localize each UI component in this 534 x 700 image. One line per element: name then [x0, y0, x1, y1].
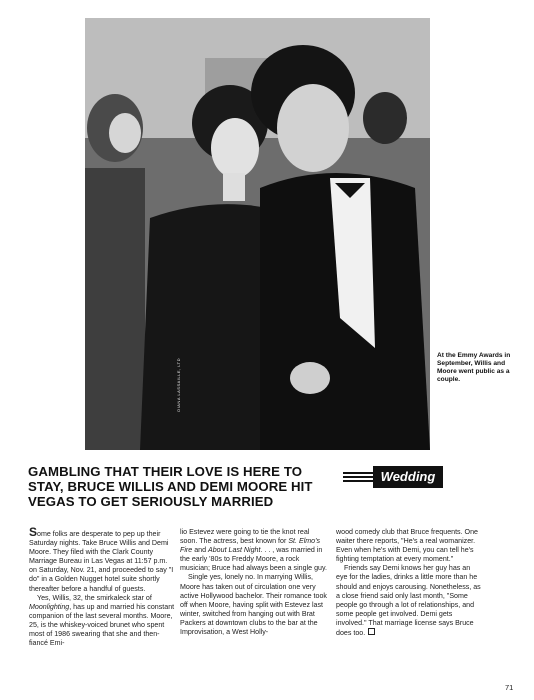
paragraph: Yes, Willis, 32, the smirkaleck star of Moonlighting, has up and married his constant companion of the last several months. Moore, 25, is the whiskey-voiced brunet who spent most of 1986 swearing that she and then-fiancé Emi-: [29, 593, 175, 648]
article-column-3: [336, 528, 483, 638]
drop-cap: S: [29, 525, 38, 539]
section-rubric: [343, 466, 443, 488]
paragraph: lio Estevez were going to tie the knot real soon. The actress, best known for St. Elmo's Fire and About Last Night. . . , was married in the early '80s to Freddy Moore, a rock musician; Bruce had always been a single guy.: [180, 528, 327, 573]
article-column-2: [180, 528, 327, 637]
paragraph: wood comedy club that Bruce frequents. One waiter there reports, "He's a real womanizer. Even when he's with Demi, you can tell he's fighting temptation at every moment.": [336, 528, 478, 564]
article-column-1: [29, 525, 176, 648]
rubric-label: Wedding: [373, 466, 443, 488]
photo-illustration: [85, 18, 430, 450]
page-number: 71: [505, 683, 514, 692]
end-mark-icon: [368, 628, 375, 635]
paragraph: Single yes, lonely no. In marrying Willis, Moore has taken out of circulation one very active Hollywood bachelor. Their romance took off when Moore, having split with Estevez last winter, switched from hanging out with Brat Packers at downtown clubs to the bar at the Improvisation, a West Holly-: [180, 573, 327, 637]
paragraph: Friends say Demi knows her guy has an eye for the ladies, drinks a little more than he should and enjoys carousing. Nonetheless, as a close friend said only last month, "Some people go through a lot of relationships, and some people get involved. Demi gets involved." That marriage license says Bruce does too.: [336, 564, 481, 638]
paragraph: Some folks are desperate to pep up their Saturday nights. Take Bruce Willis and Demi Moore. They filed with the Clark County Marriage Bureau in Las Vegas at 11:57 p.m. on Saturday, Nov. 21, and proceeded to say "I do" in a Golden Nugget hotel suite shortly thereafter before a handful of guests.: [29, 525, 174, 593]
couple-photo: [85, 18, 430, 450]
photo-credit: DIANA LASSAILLE, LTD: [176, 358, 181, 412]
photo-caption: At the Emmy Awards in September, Willis and Moore went public as a couple.: [437, 352, 511, 383]
article-headline: GAMBLING THAT THEIR LOVE IS HERE TO STAY, BRUCE WILLIS AND DEMI MOORE HIT VEGAS TO GET SERIOUSLY MARRIED: [28, 464, 313, 509]
